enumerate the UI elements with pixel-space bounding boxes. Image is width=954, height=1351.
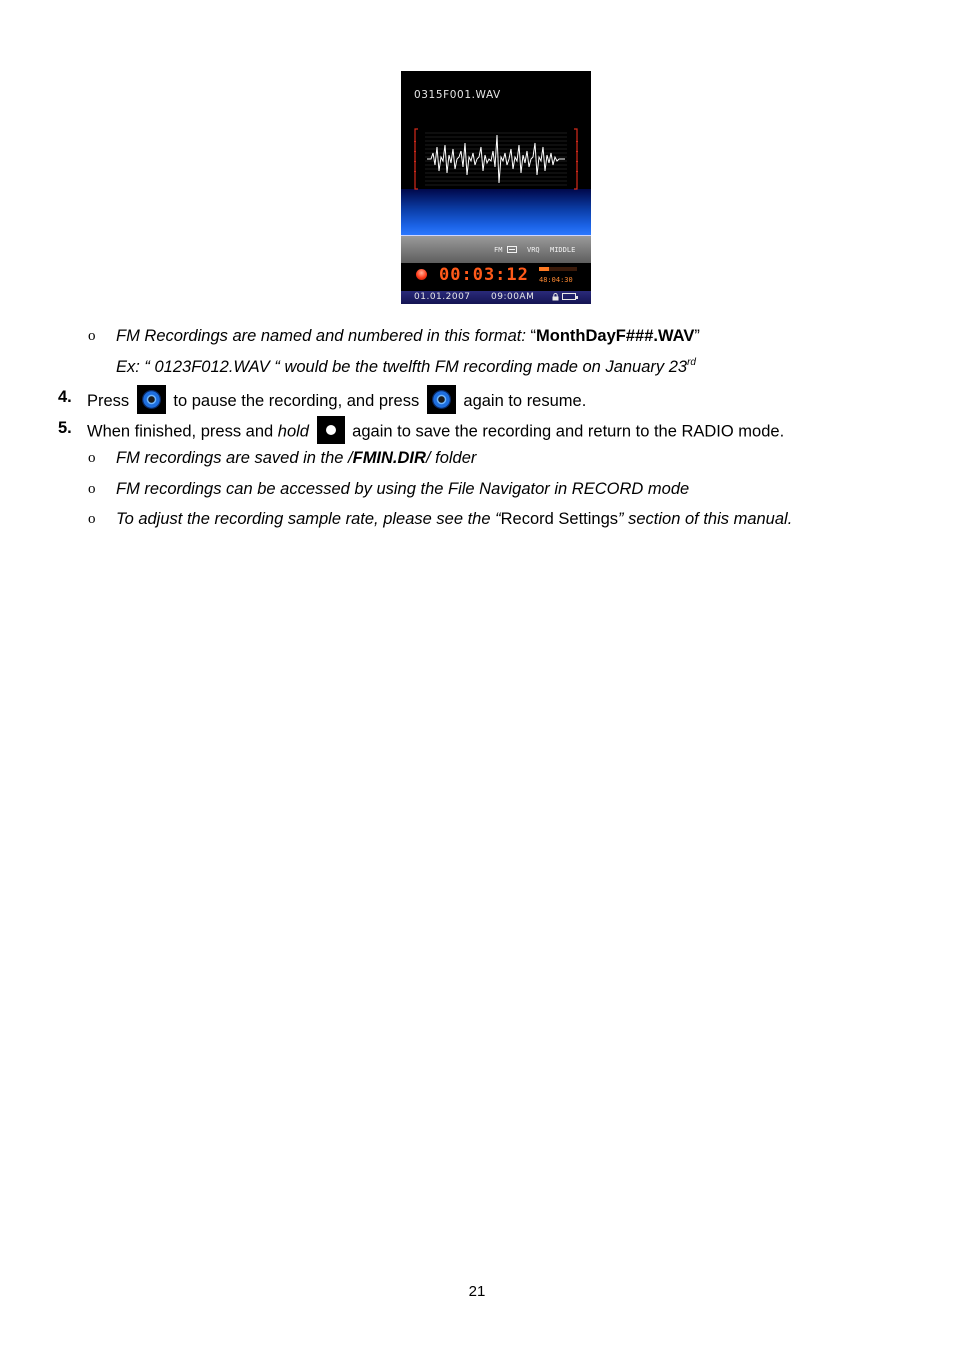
play-pause-button-icon: [427, 385, 456, 414]
naming-example: [116, 357, 696, 377]
naming-prefix: FM Recordings are named and numbered in this format:: [116, 327, 531, 345]
record-dot-icon: [416, 269, 427, 280]
naming-format: MonthDayF###.WAV: [536, 327, 695, 345]
bullet-marker: o: [88, 328, 96, 344]
timer-row: [401, 263, 591, 291]
record-button-icon: [317, 416, 345, 444]
screen-gradient: [401, 189, 591, 235]
step-5-hold: hold: [277, 422, 309, 441]
bullet-marker: o: [88, 481, 96, 497]
saved-pre: FM recordings are saved in the /: [116, 449, 353, 467]
battery-icon: [562, 293, 576, 300]
status-time: 09:00AM: [491, 292, 535, 302]
step-5-part2: again to save the recording and return to the RADIO mode.: [352, 422, 785, 441]
quality-label: MIDDLE: [550, 246, 576, 254]
bullet-marker: o: [88, 450, 96, 466]
lock-icon: [552, 293, 559, 301]
open-quote: “: [530, 327, 537, 345]
waveform-icon: [413, 127, 579, 191]
saved-folder-note: [116, 448, 476, 468]
recording-settings-bar: [401, 235, 591, 264]
elapsed-timer: 00:03:12: [439, 265, 529, 285]
close-quote: ”: [694, 327, 700, 345]
remaining-time: 48:04:30: [539, 276, 573, 284]
page-number: 21: [468, 1283, 486, 1300]
format-label: VRQ: [527, 246, 540, 254]
record-settings-ref: Record Settings: [500, 510, 619, 528]
example-text: Ex: “ 0123F012.WAV “ would be the twelfth FM recording made on January 23: [116, 358, 688, 376]
example-sup: rd: [687, 357, 696, 368]
adjust-post: ” section of this manual.: [618, 510, 793, 528]
bullet-marker: o: [88, 511, 96, 527]
step-5-text: [87, 418, 784, 446]
naming-format-note: [116, 326, 700, 346]
saved-folder: FMIN.DIR: [352, 449, 426, 467]
step-number: 4.: [58, 388, 72, 406]
status-date: 01.01.2007: [414, 292, 471, 302]
step-4-part1: Press: [87, 391, 130, 410]
recording-filename: 0315F001.WAV: [414, 89, 501, 101]
step-4-part2: to pause the recording, and press: [173, 391, 420, 410]
access-note: FM recordings can be accessed by using the File Navigator in RECORD mode: [116, 480, 690, 498]
play-pause-button-icon: [137, 385, 166, 414]
sample-rate-note: [116, 509, 792, 529]
level-meter-fill: [539, 267, 549, 271]
device-screenshot: [401, 71, 591, 304]
saved-post: / folder: [425, 449, 477, 467]
step-4-text: [87, 387, 586, 416]
status-bar: [401, 291, 591, 304]
step-5-part1: When finished, press and: [87, 422, 278, 441]
adjust-pre: To adjust the recording sample rate, please see the “: [116, 510, 501, 528]
step-4-part3: again to resume.: [463, 391, 587, 410]
level-meter: [539, 267, 577, 271]
fm-icon: [507, 246, 517, 253]
step-number: 5.: [58, 419, 72, 437]
fm-source-label: FM: [494, 246, 503, 254]
